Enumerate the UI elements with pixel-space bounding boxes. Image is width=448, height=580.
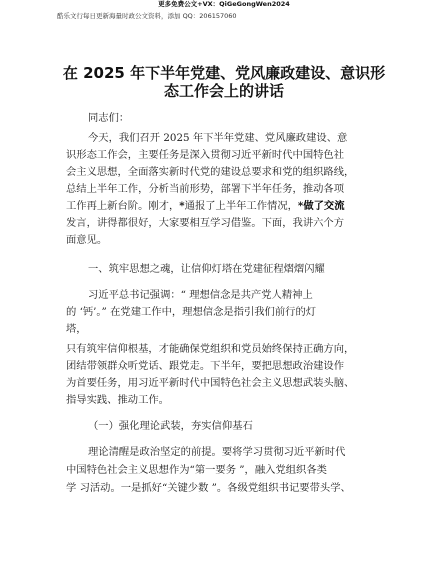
paragraph-line: 学 习活动。一是抓好“关键少数 ”。各级党组织书记要带头学、	[66, 482, 351, 494]
paragraph-line: 指导实践、推动工作。	[66, 394, 169, 406]
greeting: 同志们：	[88, 112, 130, 124]
top-banner: 更多免费公文+VX：QiGeGongWen2024	[158, 0, 290, 8]
paragraph-line: 面意见。	[66, 234, 108, 246]
paragraph-line: 今天，我们召开 2025 年下半年党建、党风廉政建设、意	[88, 132, 348, 144]
paragraph-line: 会主义思想，全面落实新时代党的建设总要求和党的组织路线，	[66, 166, 355, 178]
speech-title-line-2: 态工作会上的讲话	[163, 82, 284, 100]
paragraph-segment: 工作再上新台阶。刚才，	[66, 200, 180, 212]
paragraph-line: 习近平总书记强调：“ 理想信念是共产党人精神上	[88, 289, 313, 301]
mark-star: *	[297, 200, 304, 212]
subsection-heading: （一）强化理论武装，夯实信仰基石	[88, 420, 253, 432]
section-heading: 一、筑牢思想之魂，让信仰灯塔在党建征程熠熠闪耀	[88, 263, 325, 275]
sub-banner: 酷乐文行每日更新海量时政公文资料，添加 QQ：206157060	[57, 12, 237, 20]
paragraph-line: 发言，讲得都很好，大家要相互学习借鉴。下面，我讲六个方	[66, 217, 345, 229]
paragraph-segment: 通报了上半年工作情况，	[184, 200, 298, 212]
paragraph-line: 理论清醒是政治坚定的前提。要将学习贯彻习近平新时代	[88, 446, 346, 458]
paragraph-line: 总结上半年工作，分析当前形势，部署下半年任务，推动各项	[66, 183, 345, 195]
paragraph-line: 识形态工作会，主要任务是深入贯彻习近平新时代中国特色社	[66, 149, 345, 161]
paragraph-line: 为首要任务，用习近平新时代中国特色社会主义思想武装头脑、	[66, 377, 355, 389]
paragraph-line: 塔，	[66, 323, 87, 335]
paragraph-line: 团结带领群众听党话、跟党走。下半年，要把思想政治建设作	[66, 360, 345, 372]
paragraph-line: 中国特色社会主义思想作为“第一要务 ”，融入党组织各类	[66, 464, 327, 476]
paragraph-line: 只有筑牢信仰根基，才能确保党组织和党员始终保持正确方向，	[66, 343, 355, 355]
mark-star: *	[179, 200, 185, 212]
paragraph-line: 的 ‘钙’。” 在党建工作中，理想信念是指引我们前行的灯	[66, 306, 317, 318]
speech-title-line-1: 在 2025 年下半年党建、党风廉政建设、意识形	[62, 64, 386, 82]
paragraph-segment-bold: 做了交流	[303, 200, 345, 212]
paragraph-line	[66, 200, 345, 213]
